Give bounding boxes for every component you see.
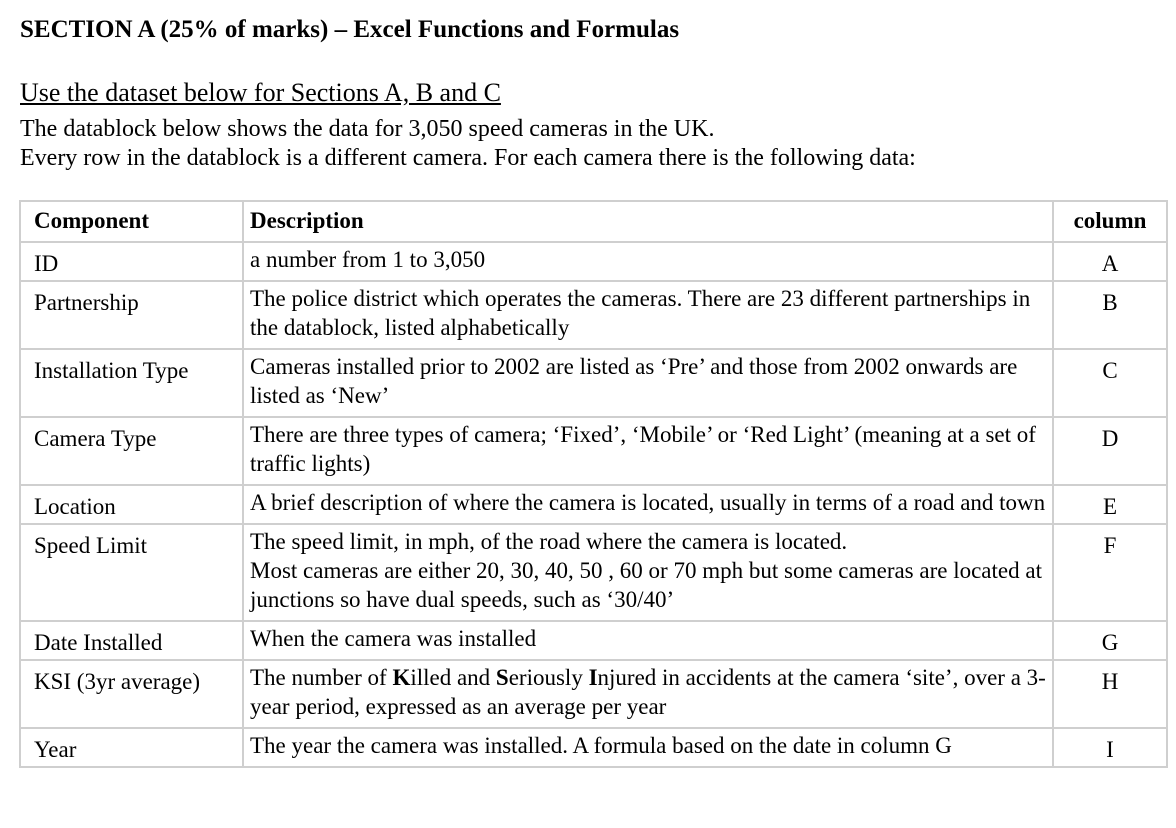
datablock-table — [19, 200, 1168, 768]
row-component: Date Installed — [20, 621, 243, 660]
dataset-note: Use the dataset below for Sections A, B and C — [20, 78, 501, 107]
table-row — [20, 660, 1167, 728]
description-text: njured in accidents at the camera ‘site’, over a 3-year period, expressed as an average per year — [250, 665, 1046, 719]
row-description-line: Most cameras are either 20, 30, 40, 50 , 60 or 70 mph but some cameras are located at junctions so have dual speeds, such as ‘30/40’ — [250, 558, 1042, 612]
table-row — [20, 524, 1167, 621]
row-component: Camera Type — [20, 417, 243, 485]
table-header-row — [20, 201, 1167, 242]
row-component: ID — [20, 242, 243, 281]
header-description: Description — [243, 201, 1053, 242]
row-component: KSI (3yr average) — [20, 660, 243, 728]
row-column: G — [1053, 621, 1167, 660]
row-column: B — [1053, 281, 1167, 349]
row-column: A — [1053, 242, 1167, 281]
table-row — [20, 621, 1167, 660]
row-column: C — [1053, 349, 1167, 417]
description-text: The number of — [250, 665, 393, 690]
intro-line-1: The datablock below shows the data for 3,050 speed cameras in the UK. — [20, 116, 715, 142]
row-description: When the camera was installed — [243, 621, 1053, 660]
row-description — [243, 524, 1053, 621]
description-text: eriously — [508, 665, 589, 690]
bold-letter: I — [588, 665, 598, 690]
header-column: column — [1053, 201, 1167, 242]
description-text: illed and — [410, 665, 496, 690]
row-description — [243, 660, 1053, 728]
row-component: Partnership — [20, 281, 243, 349]
table-row — [20, 281, 1167, 349]
intro-text — [20, 115, 916, 173]
row-column: F — [1053, 524, 1167, 621]
table-row — [20, 349, 1167, 417]
row-column: H — [1053, 660, 1167, 728]
bold-letter: S — [495, 665, 509, 690]
row-description: a number from 1 to 3,050 — [243, 242, 1053, 281]
row-component: Installation Type — [20, 349, 243, 417]
table-row — [20, 242, 1167, 281]
row-column: D — [1053, 417, 1167, 485]
row-column: I — [1053, 728, 1167, 767]
table-row — [20, 417, 1167, 485]
bold-letter: K — [392, 665, 411, 690]
row-component: Speed Limit — [20, 524, 243, 621]
row-description: A brief description of where the camera is located, usually in terms of a road and town — [243, 485, 1053, 524]
row-component: Year — [20, 728, 243, 767]
row-description: The year the camera was installed. A formula based on the date in column G — [243, 728, 1053, 767]
table-row — [20, 728, 1167, 767]
table-row — [20, 485, 1167, 524]
row-description: Cameras installed prior to 2002 are listed as ‘Pre’ and those from 2002 onwards are listed as ‘New’ — [243, 349, 1053, 417]
row-description: There are three types of camera; ‘Fixed’, ‘Mobile’ or ‘Red Light’ (meaning at a set of traffic lights) — [243, 417, 1053, 485]
row-column: E — [1053, 485, 1167, 524]
intro-line-2: Every row in the datablock is a different camera. For each camera there is the following data: — [20, 145, 916, 171]
section-heading: SECTION A (25% of marks) – Excel Functions and Formulas — [20, 16, 680, 43]
row-component: Location — [20, 485, 243, 524]
header-component: Component — [20, 201, 243, 242]
row-description-line: The speed limit, in mph, of the road where the camera is located. — [250, 529, 848, 554]
row-description: The police district which operates the cameras. There are 23 different partnerships in the datablock, listed alphabetically — [243, 281, 1053, 349]
